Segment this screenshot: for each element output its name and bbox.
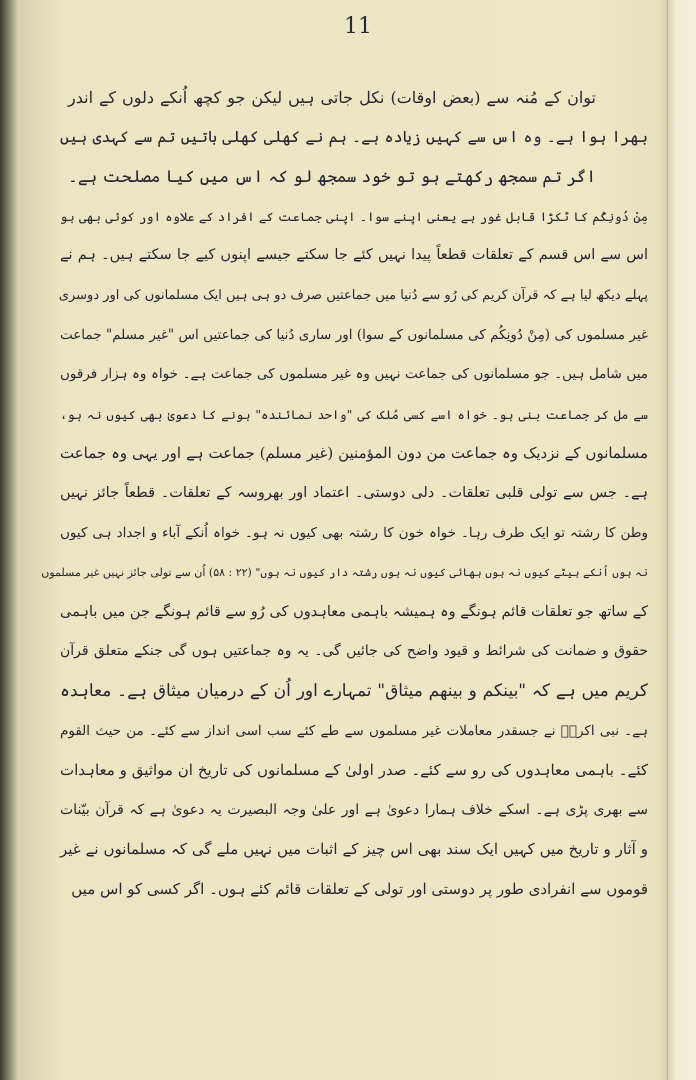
text-line: ہے۔ نبی اکرمؐ نے جسقدر معاملات غیر مسلموں سے طے کئے سب اسی انداز سے کئے۔ من حیث القوم: [60, 722, 648, 739]
text-line: کریم میں ہے کہ "بینکم و بینهم میثاق" تمہارے اور اُن کے درمیان میثاق ہے۔ معاہدہ: [60, 680, 648, 701]
text-line: سے بھری پڑی ہے۔ اسکے خلاف ہمارا دعویٰ ہے اور علیٰ وجہ البصیرت یہ دعویٰ ہے کہ قرآن بیّنات: [60, 801, 648, 818]
text-line: نہ ہوں اُنکے بیٹے کیوں نہ ہوں بھائی کیوں نہ ہوں رشتہ دار کیوں نہ ہوں" (۲۲ : ۵۸) اُن سے تولی جائز نہیں غیر مسلموں: [41, 566, 648, 580]
text-line: سے مل کر جماعت بنی ہو۔ خواہ اسے کسی مُلک کی "واحد نمائندہ" ہونے کا دعویٰ بھی کیوں نہ ہو،: [60, 406, 648, 422]
body-text: [41, 78, 648, 909]
text-line: و آثار و تاریخ میں کہیں ایک سند بھی اس چیز کے اثبات میں نہیں ملے گی کہ مسلمانوں نے غیر: [60, 840, 648, 859]
text-line: ہے۔ جس سے تولی قلبی تعلقات۔ دلی دوستی۔ اعتماد اور بھروسہ کے تعلقات۔ قطعاً جائز نہیں: [60, 484, 648, 501]
text-line: وطن کا رشتہ تو ایک طرف رہا۔ خواہ خون کا رشتہ بھی کیوں نہ ہو۔ خواہ اُنکے آباء و اجداد ہی کیوں: [60, 524, 648, 541]
text-line: مسلمانوں کے نزدیک وہ جماعت من دون المؤمنین (غیر مسلم) جماعت ہے اور یہی وہ جماعت: [60, 444, 648, 463]
text-line: حقوق و ضمانت کی شرائط و قیود واضح کی جائیں گی۔ یہ وہ جماعتیں ہوں گی جنکے متعلق قرآن: [60, 643, 648, 660]
text-line: مِنْ دُونِکُم کا ٹکڑا قابل غور ہے یعنی اپنے سوا۔ اپنی جماعت کے افراد کے علاوہ اور کوئی بھی ہو: [60, 208, 648, 224]
text-line: کے ساتھ جو تعلقات قائم ہونگے وہ ہمیشہ باہمی معاہدوں کی رُو سے قائم ہونگے جن میں باہمی: [60, 603, 648, 620]
text-line: اگر تم سمجھ رکھتے ہو تو خود سمجھ لو کہ اس میں کیا مصلحت ہے۔: [68, 167, 596, 187]
text-line: پہلے دیکھ لیا ہے کہ قرآن کریم کی رُو سے دُنیا میں جماعتیں صرف دو ہی ہیں ایک مسلمانوں کی اور دوسری: [58, 287, 648, 303]
text-line: توان کے مُنہ سے (بعض اوقات) نکل جاتی ہیں لیکن جو کچھ اُنکے دلوں کے اندر: [68, 88, 596, 107]
text-line: غیر مسلموں کی (مِنْ دُونِکُم کی مسلمانوں کے سوا) اور ساری دُنیا کی جماعتیں اس "غیر مسلم" جماعت: [60, 326, 648, 343]
text-line: قوموں سے انفرادی طور پر دوستی اور تولی کے تعلقات قائم کئے ہوں۔ اگر کسی کو اس میں: [71, 879, 648, 898]
text-line: اس سے اس قسم کے تعلقات قطعاً پیدا نہیں کئے جا سکتے جیسے اپنوں کیے جا سکتے ہیں۔ ہم نے: [60, 247, 648, 264]
text-line: کئے۔ باہمی معاہدوں کی رو سے کئے۔ صدر اولیٰ کے مسلمانوں کی تاریخ ان مواثیق و معاہدات: [60, 761, 648, 780]
page-number: 11: [344, 14, 372, 39]
text-line: میں شامل ہیں۔ جو مسلمانوں کی جماعت نہیں وہ غیر مسلموں کی جماعت ہے۔ خواہ وہ ہزار فرقوں: [60, 366, 648, 383]
text-line: بھرا ہوا ہے۔ وہ اس سے کہیں زیادہ ہے۔ ہم نے کھلی کھلی باتیں تم سے کہدی ہیں: [60, 127, 648, 146]
adjacent-page-edge: [667, 0, 696, 1080]
